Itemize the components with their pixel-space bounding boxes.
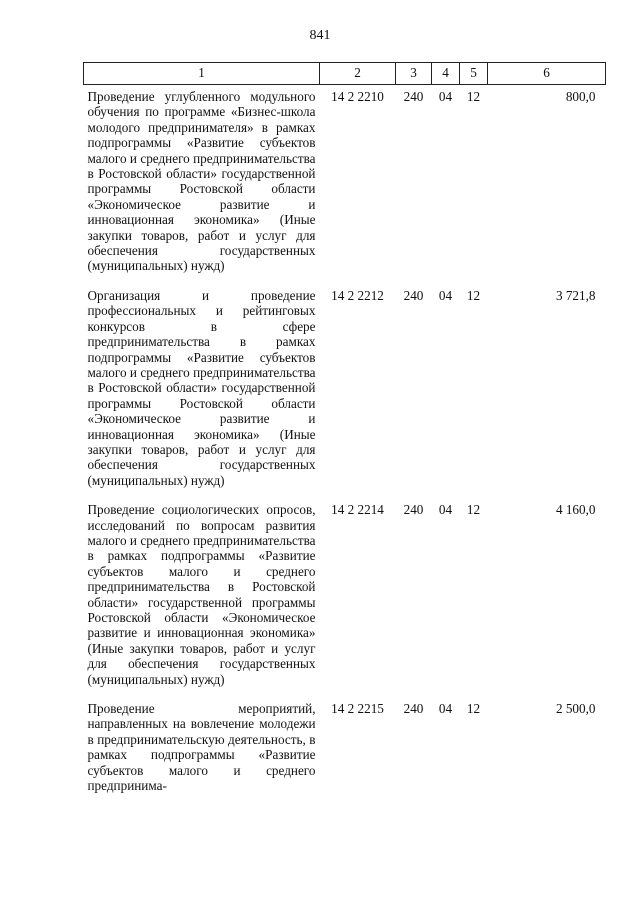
column-header: 1 bbox=[84, 63, 320, 85]
row-expense-type: 240 bbox=[403, 89, 424, 104]
row-description: Проведение мероприятий, направленных на вовлечение молодежи в предпринимательскую деятельность, в рамках подпрограммы «Развитие субъектов малого и среднего предпринима- bbox=[87, 701, 316, 794]
row-section: 04 bbox=[438, 89, 453, 104]
row-subsection: 12 bbox=[466, 89, 481, 104]
row-subsection: 12 bbox=[466, 701, 481, 717]
table-row bbox=[84, 498, 606, 697]
table-row bbox=[84, 697, 606, 803]
row-code: 14 2 2215 bbox=[331, 701, 384, 717]
column-header: 2 bbox=[320, 63, 396, 85]
page-number: 841 bbox=[309, 28, 331, 43]
column-header: 3 bbox=[396, 63, 432, 85]
header-row bbox=[84, 63, 606, 85]
row-expense-type: 240 bbox=[403, 502, 424, 518]
row-description: Проведение социологических опросов, исследований по вопросам развития малого и среднего предпринимательства в рамках подпрограммы «Развитие субъектов малого и среднего предпринимательства в Ростовской области» государственной программы Ростовской области «Экономическое развитие и инновационная экономика» (Иные закупки товаров, работ и услуг для обеспечения государственных (муниципальных) нужд) bbox=[87, 502, 316, 687]
row-subsection: 12 bbox=[466, 502, 481, 518]
table-row bbox=[84, 284, 606, 498]
row-description: Проведение углубленного модульного обучения по программе «Бизнес-школа молодого предпринимателя» в рамках подпрограммы «Развитие субъектов малого и среднего предпринимательства в Ростовской области» государственной программы Ростовской области «Экономическое развитие и инновационная экономика» (Иные закупки товаров, работ и услуг для обеспечения государственных (муниципальных) нужд) bbox=[87, 89, 316, 274]
row-section: 04 bbox=[438, 287, 453, 303]
row-amount: 2 500,0 bbox=[555, 701, 596, 717]
column-header: 5 bbox=[460, 63, 488, 85]
row-section: 04 bbox=[438, 701, 453, 717]
row-code: 14 2 2210 bbox=[331, 89, 384, 104]
row-code: 14 2 2214 bbox=[331, 502, 384, 518]
row-code: 14 2 2212 bbox=[331, 287, 384, 303]
column-header: 6 bbox=[488, 63, 606, 85]
row-expense-type: 240 bbox=[403, 287, 424, 303]
row-subsection: 12 bbox=[466, 287, 481, 303]
table-header bbox=[84, 63, 606, 85]
row-expense-type: 240 bbox=[403, 701, 424, 717]
row-description: Организация и проведение профессиональных и рейтинговых конкурсов в сфере предпринимательства в рамках подпрограммы «Развитие субъектов малого и среднего предпринимательства в Ростовской области» государственной программы Ростовской области «Экономическое развитие и инновационная экономика» (Иные закупки товаров, работ и услуг для обеспечения государственных (муниципальных) нужд) bbox=[87, 287, 316, 488]
row-section: 04 bbox=[438, 502, 453, 518]
row-amount: 4 160,0 bbox=[555, 502, 596, 518]
row-amount: 3 721,8 bbox=[555, 287, 596, 303]
row-amount: 800,0 bbox=[565, 89, 596, 104]
column-header: 4 bbox=[432, 63, 460, 85]
budget-table bbox=[83, 62, 606, 803]
table-row bbox=[84, 85, 606, 284]
